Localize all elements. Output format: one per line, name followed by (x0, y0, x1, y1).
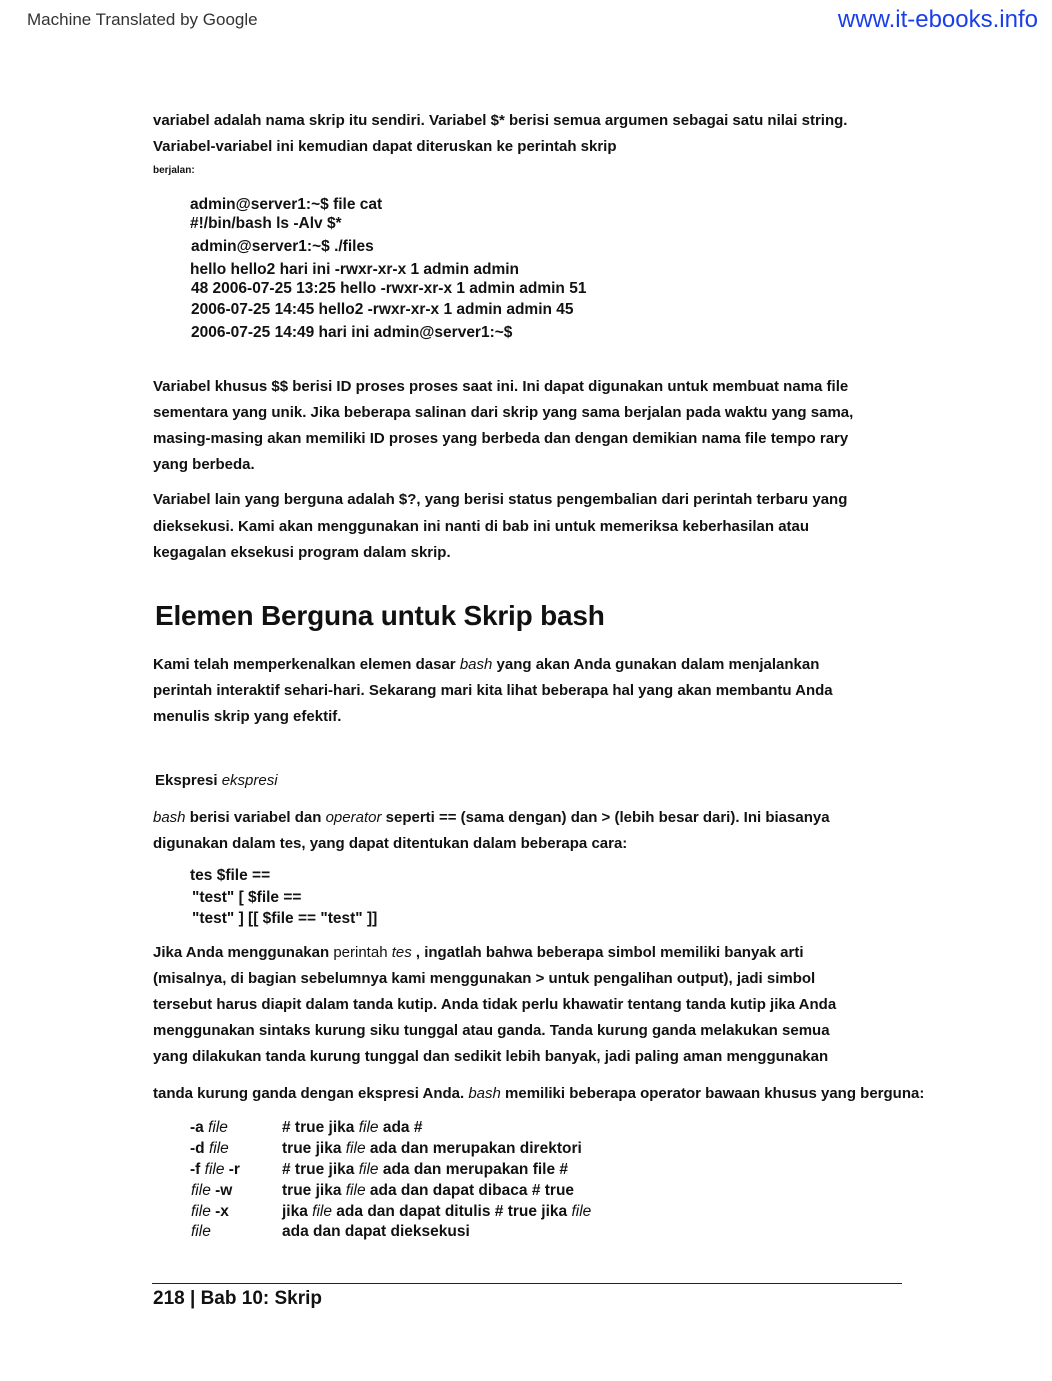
paragraph-line (153, 1084, 924, 1104)
paragraph-line: tersebut harus diapit dalam tanda kutip. Anda tidak perlu khawatir tentang tanda kutip jika Anda (153, 996, 837, 1013)
footer-rule (152, 1283, 902, 1284)
translation-notice: Machine Translated by Google (27, 10, 258, 29)
paragraph-line: yang berbeda. (153, 456, 255, 473)
text-run: , ingatlah bahwa beberapa simbol memiliki banyak arti (411, 944, 804, 961)
code-line: 48 2006-07-25 13:25 hello -rwxr-xr-x 1 admin admin 51 (191, 280, 587, 297)
operator-description: true jika file ada dan dapat dibaca # true (282, 1182, 575, 1199)
paragraph-line: Variabel khusus $$ berisi ID proses proses saat ini. Ini dapat digunakan untuk membuat nama file (153, 378, 849, 395)
paragraph-line: sementara yang unik. Jika beberapa salinan dari skrip yang sama berjalan pada waktu yang sama, (153, 404, 854, 421)
text-run-italic: operator (325, 809, 382, 826)
operator-name: -d file (190, 1140, 229, 1157)
text-run: memiliki beberapa operator bawaan khusus yang berguna: (500, 1085, 925, 1102)
operator-description: ada dan dapat dieksekusi (282, 1223, 470, 1240)
paragraph-line: dieksekusi. Kami akan menggunakan ini nanti di bab ini untuk memeriksa keberhasilan atau (153, 518, 810, 535)
paragraph-line: menggunakan sintaks kurung siku tunggal atau ganda. Tanda kurung ganda melakukan semua (153, 1022, 830, 1039)
code-line: "test" [ $file == (192, 889, 302, 906)
text-run-italic: bash (468, 1085, 501, 1102)
text-run: Jika Anda menggunakan (153, 944, 334, 961)
section-heading: Elemen Berguna untuk Skrip bash (155, 600, 605, 631)
text-run: Kami telah memperkenalkan elemen dasar (153, 656, 460, 673)
text-run: perintah (333, 944, 392, 961)
intro-line-1: variabel adalah nama skrip itu sendiri. Variabel $* berisi semua argumen sebagai satu nilai string. (153, 112, 848, 129)
intro-line-2: Variabel-variabel ini kemudian dapat diteruskan ke perintah skrip (153, 138, 617, 155)
paragraph-line: perintah interaktif sehari-hari. Sekarang mari kita lihat beberapa hal yang akan membantu Anda (153, 682, 833, 699)
code-line: admin@server1:~$ ./files (191, 238, 374, 255)
operator-name: file -x (191, 1203, 229, 1220)
text-run: tanda kurung ganda dengan ekspresi Anda. (153, 1085, 469, 1102)
paragraph-line: menulis skrip yang efektif. (153, 708, 342, 725)
operator-name: file (191, 1223, 211, 1240)
code-line: admin@server1:~$ file cat (190, 196, 383, 213)
operator-description: jika file ada dan dapat ditulis # true jika file (282, 1203, 592, 1220)
text-run: berisi variabel dan (185, 809, 326, 826)
text-run-italic: bash (459, 656, 493, 673)
code-line: #!/bin/bash ls -Alv $* (190, 215, 342, 232)
text-run: Ekspresi (155, 772, 222, 789)
code-line: "test" ] [[ $file == "test" ]] (192, 910, 378, 927)
paragraph-line (153, 808, 830, 828)
paragraph-line: yang dilakukan tanda kurung tunggal dan sedikit lebih banyak, jadi paling aman menggunakan (153, 1048, 829, 1065)
text-run-italic: tes (391, 944, 412, 961)
site-link[interactable]: www.it-ebooks.info (837, 6, 1038, 33)
intro-line-3: berjalan: (153, 165, 195, 176)
code-line: hello hello2 hari ini -rwxr-xr-x 1 admin admin (190, 261, 520, 278)
text-run: yang akan Anda gunakan dalam menjalankan (492, 656, 820, 673)
operator-name: -f file -r (190, 1161, 240, 1178)
paragraph-line: kegagalan eksekusi program dalam skrip. (153, 544, 451, 561)
paragraph-line: Variabel lain yang berguna adalah $?, yang berisi status pengembalian dari perintah terbaru yang (153, 491, 848, 508)
subsection-heading (155, 772, 278, 789)
paragraph-line: digunakan dalam tes, yang dapat ditentukan dalam beberapa cara: (153, 835, 628, 852)
text-run-italic: bash (153, 809, 186, 826)
operator-description: # true jika file ada dan merupakan file # (282, 1161, 569, 1178)
paragraph-line: (misalnya, di bagian sebelumnya kami menggunakan > untuk pengalihan output), jadi simbol (153, 970, 816, 987)
text-run-italic: ekspresi (221, 772, 278, 789)
text-run: seperti == (sama dengan) dan > (lebih besar dari). Ini biasanya (381, 809, 830, 826)
paragraph-line (153, 655, 819, 675)
operator-name: -a file (190, 1119, 228, 1136)
paragraph-line: masing-masing akan memiliki ID proses yang berbeda dan dengan demikian nama file tempo rary (153, 430, 849, 447)
operator-description: true jika file ada dan merupakan direktori (282, 1140, 582, 1157)
code-line: 2006-07-25 14:45 hello2 -rwxr-xr-x 1 admin admin 45 (191, 301, 574, 318)
operator-description: # true jika file ada # (282, 1119, 423, 1136)
page-footer: 218 | Bab 10: Skrip (153, 1288, 323, 1309)
paragraph-line (153, 943, 804, 963)
operator-name: file -w (191, 1182, 233, 1199)
code-line: tes $file == (190, 867, 271, 884)
code-line: 2006-07-25 14:49 hari ini admin@server1:~$ (191, 324, 513, 341)
